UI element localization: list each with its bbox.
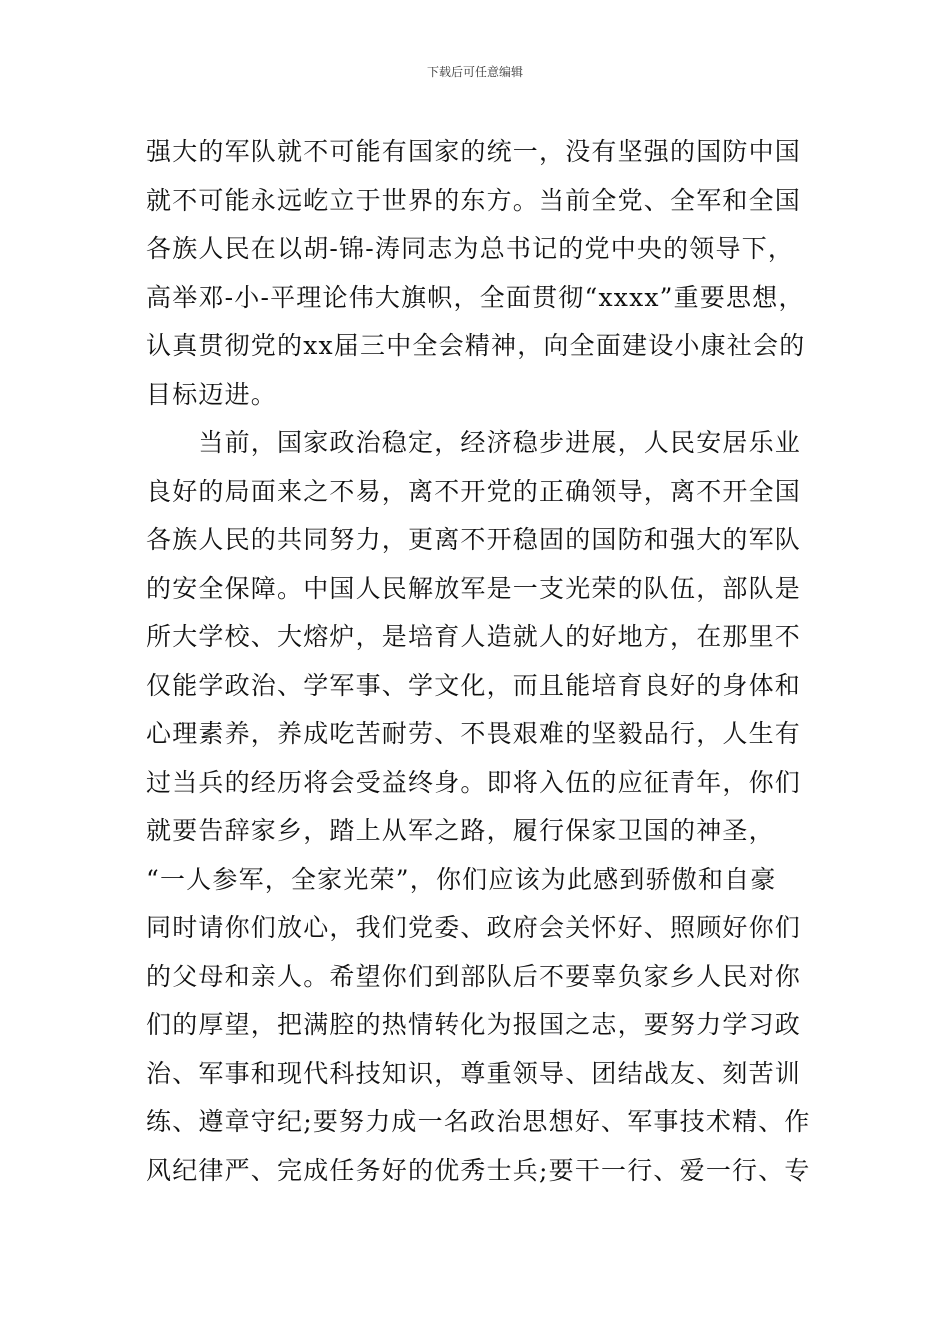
paragraph-2-line-1: 当前，国家政治稳定，经济稳步进展，人民安居乐业 — [146, 428, 802, 457]
paragraph-2-line-8: 过当兵的经历将会受益终身。即将入伍的应征青年，你们 — [146, 767, 802, 797]
paragraph-1-line-5: 认真贯彻党的xx届三中全会精神，向全面建设小康社会的 — [146, 331, 806, 360]
paragraph-2-line-15: 练、遵章守纪;要努力成一名政治思想好、军事技术精、作 — [146, 1107, 811, 1136]
paragraph-2-line-3: 各族人民的共同努力，更离不开稳固的国防和强大的军队 — [146, 525, 802, 554]
paragraph-1-line-4: 高举邓-小-平理论伟大旗帜，全面贯彻“xxxx”重要思想， — [146, 282, 805, 312]
paragraph-2-line-13: 们的厚望，把满腔的热情转化为报国之志，要努力学习政 — [146, 1010, 802, 1039]
paragraph-2-line-7: 心理素养，养成吃苦耐劳、不畏艰难的坚毅品行，人生有 — [146, 719, 802, 748]
paragraph-2-line-5: 所大学校、大熔炉，是培育人造就人的好地方，在那里不 — [146, 622, 802, 651]
paragraph-1-line-1: 强大的军队就不可能有国家的统一，没有坚强的国防中国 — [146, 137, 802, 166]
paragraph-1-line-6: 目标迈进。 — [146, 379, 278, 409]
paragraph-2-line-6: 仅能学政治、学军事、学文化，而且能培育良好的身体和 — [146, 670, 802, 700]
body-text — [146, 128, 846, 1195]
paragraph-1-line-2: 就不可能永远屹立于世界的东方。当前全党、全军和全国 — [146, 185, 802, 215]
paragraph-2-line-12: 的父母和亲人。希望你们到部队后不要辜负家乡人民对你 — [146, 961, 802, 991]
paragraph-2-line-4: 的安全保障。中国人民解放军是一支光荣的队伍，部队是 — [146, 573, 802, 603]
page-header: 下载后可任意编辑 — [426, 65, 523, 79]
paragraph-2-line-10: “一人参军，全家光荣”，你们应该为此感到骄傲和自豪 — [146, 864, 777, 894]
paragraph-2-line-14: 治、军事和现代科技知识，尊重领导、团结战友、刻苦训 — [146, 1058, 802, 1088]
paragraph-2-line-2: 良好的局面来之不易，离不开党的正确领导，离不开全国 — [146, 476, 802, 506]
paragraph-2-line-11: 同时请你们放心，我们党委、政府会关怀好、照顾好你们 — [146, 913, 802, 942]
paragraph-2-line-9: 就要告辞家乡，踏上从军之路，履行保家卫国的神圣， — [146, 816, 775, 845]
paragraph-2-line-16: 风纪律严、完成任务好的优秀士兵;要干一行、爱一行、专 — [146, 1155, 811, 1185]
paragraph-1-line-3: 各族人民在以胡-锦-涛同志为总书记的党中央的领导下， — [146, 234, 795, 263]
